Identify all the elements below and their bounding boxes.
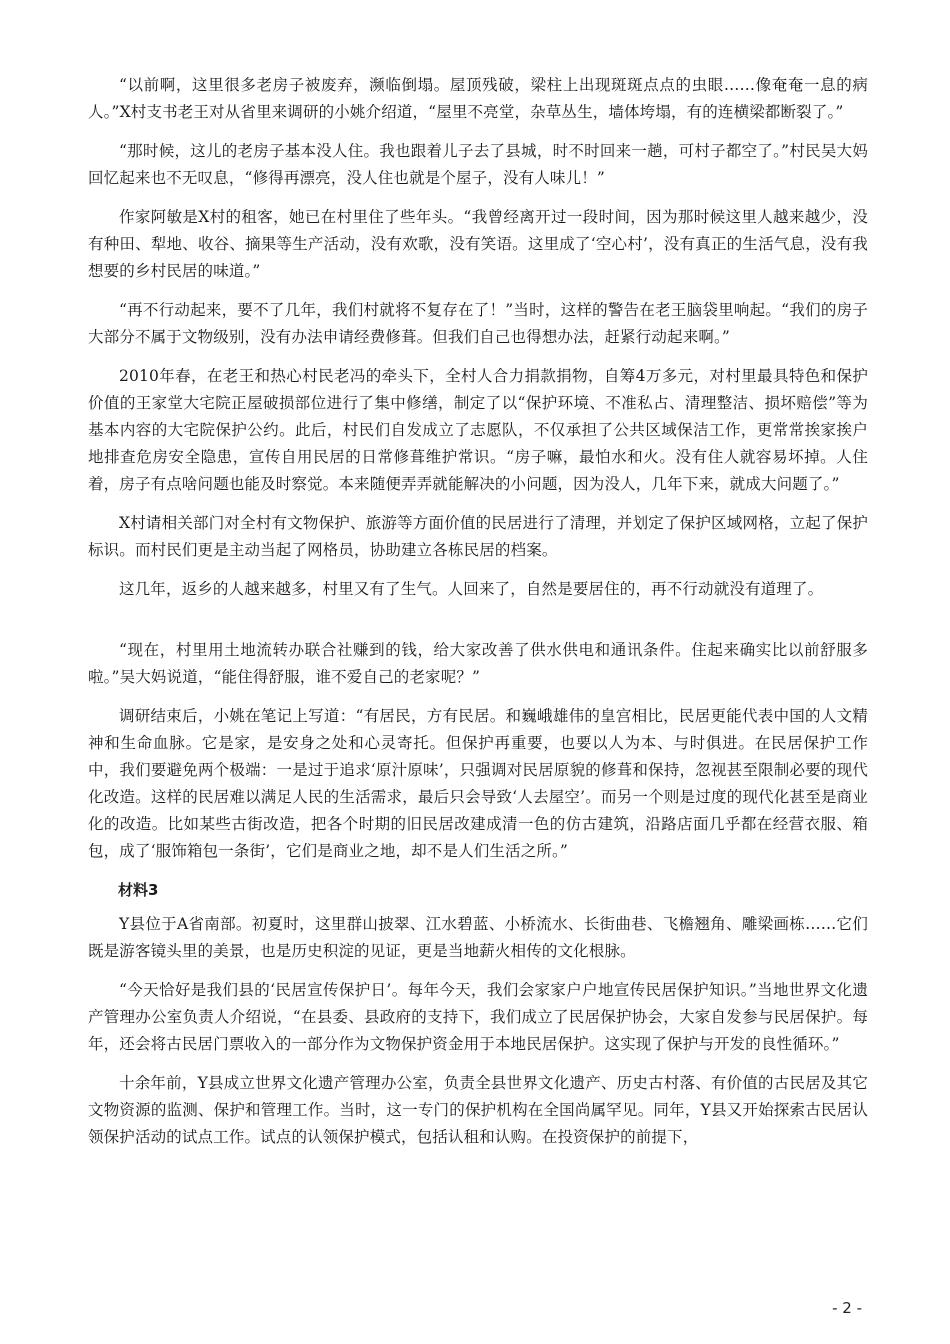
paragraph: “以前啊，这里很多老房子被废弃，濒临倒塌。屋顶残破，梁柱上出现斑斑点点的虫眼……像奄奄一息的病人。”X村支书老王对从省里来调研的小姚介绍道，“屋里不亮堂，杂草丛生，墙体垮塌，有的连横梁都断裂了。” [88, 76, 868, 121]
paragraph: “那时候，这儿的老房子基本没人住。我也跟着儿子去了县城，时不时回来一趟，可村子都空了。”村民吴大妈回忆起来也不无叹息，“修得再漂亮，没人住也就是个屋子，没有人味儿！” [88, 142, 868, 187]
document-page [88, 72, 868, 1163]
paragraph: “再不行动起来，要不了几年，我们村就将不复存在了！”当时，这样的警告在老王脑袋里响起。“我们的房子大部分不属于文物级别，没有办法申请经费修葺。但我们自己也得想办法，赶紧行动起来啊。” [88, 301, 868, 346]
paragraph: 2010年春，在老王和热心村民老冯的牵头下，全村人合力捐款捐物，自筹4万多元，对村里最具特色和保护价值的王家堂大宅院正屋破损部位进行了集中修缮，制定了以“保护环境、不准私占、清理整洁、损坏赔偿”等为基本内容的大宅院保护公约。此后，村民们自发成立了志愿队，不仅承担了公共区域保洁工作，更常常挨家挨户地排查危房安全隐患，宣传自用民居的日常修葺维护常识。“房子嘛，最怕水和火。没有住人就容易坏掉。人住着，房子有点啥问题也能及时察觉。本来随便弄弄就能解决的小问题，因为没人，几年下来，就成大问题了。” [88, 367, 868, 493]
paragraph: 这几年，返乡的人越来越多，村里又有了生气。人回来了，自然是要居住的，再不行动就没有道理了。 [119, 580, 824, 598]
paragraph: “今天恰好是我们县的‘民居宣传保护日’。每年今天，我们会家家户户地宣传民居保护知识。”当地世界文化遗产管理办公室负责人介绍说，“在县委、县政府的支持下，我们成立了民居保护协会，大家自发参与民居保护。每年，还会将古民居门票收入的一部分作为文物保护资金用于本地民居保护。这实现了保护与开发的良性循环。” [88, 981, 868, 1053]
page-number: - 2 - [832, 1299, 862, 1317]
paragraph: “现在，村里用土地流转办联合社赚到的钱，给大家改善了供水供电和通讯条件。住起来确实比以前舒服多啦。”吴大妈说道，“能住得舒服，谁不爱自己的老家呢？” [88, 641, 868, 686]
paragraph: 作家阿敏是X村的租客，她已在村里住了些年头。“我曾经离开过一段时间，因为那时候这里人越来越少，没有种田、犁地、收谷、摘果等生产活动，没有欢歌，没有笑语。这里成了‘空心村’，没有真正的生活气息，没有我想要的乡村民居的味道。” [88, 208, 868, 280]
section-heading: 材料3 [118, 881, 159, 899]
paragraph: 调研结束后，小姚在笔记上写道：“有居民，方有民居。和巍峨雄伟的皇宫相比，民居更能代表中国的人文精神和生命血脉。它是家，是安身之处和心灵寄托。但保护再重要，也要以人为本、与时俱进。在民居保护工作中，我们要避免两个极端：一是过于追求‘原汁原味’，只强调对民居原貌的修葺和保持，忽视甚至限制必要的现代化改造。这样的民居难以满足人民的生活需求，最后只会导致‘人去屋空’。而另一个则是过度的现代化甚至是商业化的改造。比如某些古街改造，把各个时期的旧民居改建成清一色的仿古建筑，沿路店面几乎都在经营衣服、箱包，成了‘服饰箱包一条街’，它们是商业之地，却不是人们生活之所。” [88, 707, 868, 860]
paragraph: Y县位于A省南部。初夏时，这里群山披翠、江水碧蓝、小桥流水、长街曲巷、飞檐翘角、雕梁画栋……它们既是游客镜头里的美景，也是历史积淀的见证，更是当地薪火相传的文化根脉。 [88, 915, 868, 960]
paragraph: X村请相关部门对全村有文物保护、旅游等方面价值的民居进行了清理，并划定了保护区域网格，立起了保护标识。而村民们更是主动当起了网格员，协助建立各栋民居的档案。 [88, 514, 868, 559]
paragraph: 十余年前，Y县成立世界文化遗产管理办公室，负责全县世界文化遗产、历史古村落、有价值的古民居及其它文物资源的监测、保护和管理工作。当时，这一专门的保护机构在全国尚属罕见。同年，Y县又开始探索古民居认领保护活动的试点工作。试点的认领保护模式，包括认租和认购。在投资保护的前提下， [88, 1074, 868, 1146]
